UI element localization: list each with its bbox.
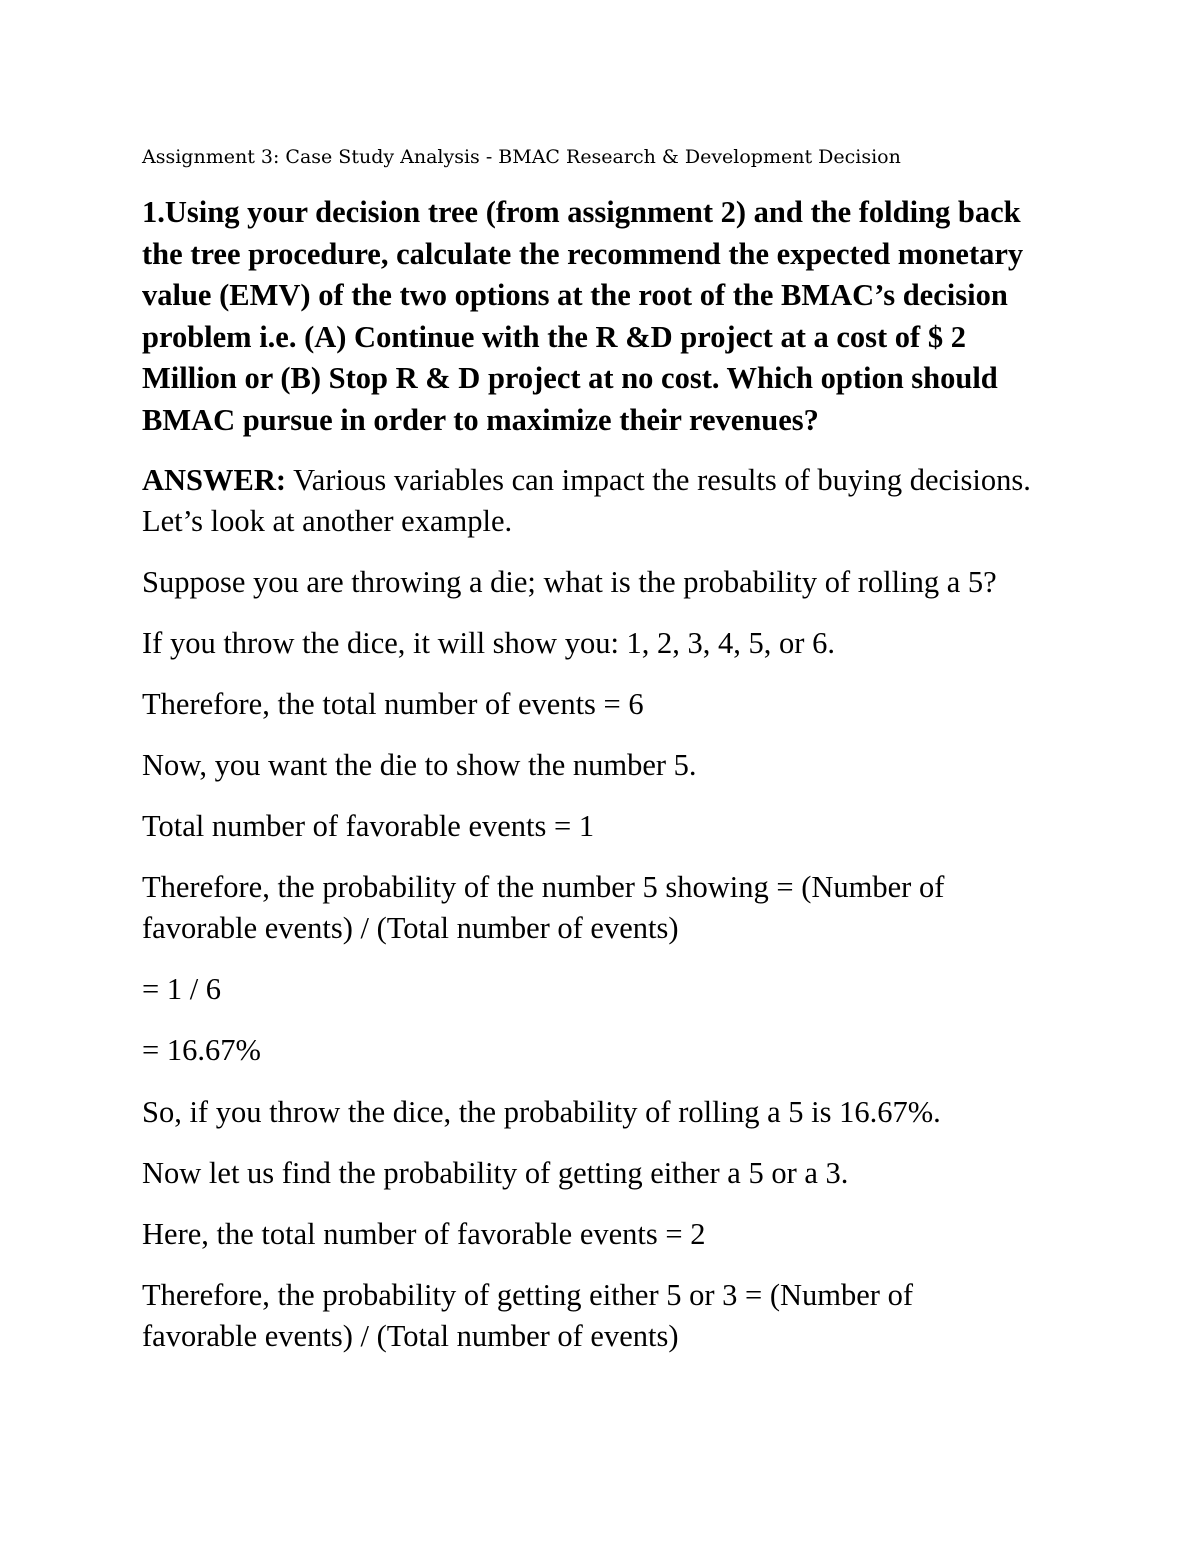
answer-text: Various variables can impact the results of buying decisions. bbox=[286, 463, 1031, 497]
question-line: problem i.e. (A) Continue with the R &D project at a cost of $ 2 bbox=[142, 319, 966, 354]
paragraph-line: Therefore, the probability of the number 5 showing = (Number of bbox=[142, 870, 945, 904]
question-line: BMAC pursue in order to maximize their revenues? bbox=[142, 402, 819, 437]
paragraph: Now let us find the probability of getting either a 5 or a 3. bbox=[142, 1156, 849, 1190]
question-line: 1.Using your decision tree (from assignment 2) and the folding back bbox=[142, 195, 1021, 229]
document-title: Assignment 3: Case Study Analysis - BMAC Research & Development Decision bbox=[142, 146, 901, 168]
paragraph: Here, the total number of favorable events = 2 bbox=[142, 1217, 706, 1251]
paragraph: If you throw the dice, it will show you: 1, 2, 3, 4, 5, or 6. bbox=[142, 626, 835, 660]
answer-paragraph bbox=[142, 460, 1102, 542]
answer-line: Let’s look at another example. bbox=[142, 504, 513, 538]
paragraph bbox=[142, 867, 1102, 949]
paragraph bbox=[142, 1275, 1102, 1357]
answer-label: ANSWER: bbox=[142, 463, 287, 497]
paragraph: Total number of favorable events = 1 bbox=[142, 809, 595, 843]
question-line: the tree procedure, calculate the recommend the expected monetary bbox=[142, 236, 1024, 271]
paragraph: So, if you throw the dice, the probability of rolling a 5 is 16.67%. bbox=[142, 1095, 941, 1129]
question-line: Million or (B) Stop R & D project at no cost. Which option should bbox=[142, 361, 998, 395]
answer-line bbox=[142, 460, 1102, 501]
question-line: value (EMV) of the two options at the root of the BMAC’s decision bbox=[142, 278, 1008, 312]
paragraph-line: favorable events) / (Total number of events) bbox=[142, 1319, 679, 1353]
question-block bbox=[142, 192, 1072, 441]
equation-line: = 16.67% bbox=[142, 1033, 261, 1067]
paragraph: Therefore, the total number of events = 6 bbox=[142, 687, 644, 721]
equation-line: = 1 / 6 bbox=[142, 972, 222, 1006]
paragraph: Suppose you are throwing a die; what is the probability of rolling a 5? bbox=[142, 565, 997, 599]
paragraph: Now, you want the die to show the number 5. bbox=[142, 748, 697, 782]
paragraph-line: Therefore, the probability of getting either 5 or 3 = (Number of bbox=[142, 1278, 913, 1312]
paragraph-line: favorable events) / (Total number of events) bbox=[142, 911, 679, 945]
